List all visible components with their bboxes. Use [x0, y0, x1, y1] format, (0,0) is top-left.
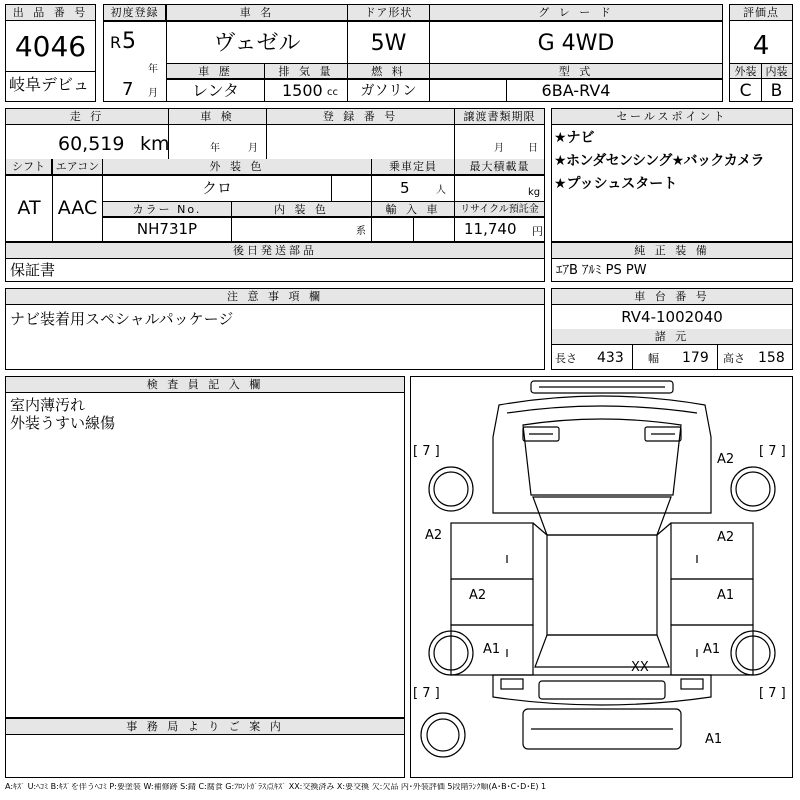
sales-points-box: [551, 108, 793, 242]
interior-grade: B: [770, 81, 783, 101]
history: レンタ: [192, 81, 239, 100]
exterior-header: 外装: [730, 63, 761, 79]
score: 4: [752, 31, 770, 61]
model: 6BA-RV4: [541, 81, 611, 100]
chassis-number: RV4-1002040: [621, 308, 723, 326]
grade: G 4WD: [537, 31, 615, 56]
inspector-header: 検 査 員 記 入 欄: [6, 377, 404, 393]
sales-point-1: ★ナビ: [554, 130, 595, 146]
score-header: 評価点: [730, 5, 792, 21]
lot-header: 出 品 番 号: [6, 5, 95, 21]
first-reg-header: 初度登録: [104, 5, 166, 21]
doors: 5W: [370, 31, 407, 56]
reg-month: 7: [122, 79, 134, 100]
height-label: 高さ: [723, 352, 745, 365]
transfer-header: 譲渡書類期限: [455, 109, 544, 125]
width-value: 179: [682, 350, 709, 366]
fuel: ガソリン: [360, 83, 417, 99]
ext-color: クロ: [201, 179, 232, 197]
score-box: [729, 4, 793, 102]
mark-a1-rear: A1: [705, 732, 723, 747]
venue: 岐阜デビュ: [9, 75, 90, 94]
lot-box: [5, 4, 96, 102]
reg-number-header: 登 録 番 号: [267, 109, 454, 125]
mark-a2-rf-fender: A2: [717, 530, 735, 545]
reg-year-unit: 年: [148, 64, 158, 75]
mark-a1-lr-door: A1: [483, 642, 501, 657]
mark-xx-roof: XX: [631, 660, 649, 675]
mark-a2-rf-wheel: A2: [717, 452, 735, 467]
transfer-month-unit: 月: [494, 143, 504, 154]
car-diagram-box: [410, 376, 793, 778]
color-no-header: カラー No.: [103, 201, 231, 217]
options-value: ｴｱB ｱﾙﾐ PS PW: [556, 263, 647, 278]
ext-color-header: 外 装 色: [103, 159, 371, 175]
ac-header: エアコン: [53, 159, 102, 175]
displacement-unit: cc: [327, 87, 338, 98]
recycle-amount: 11,740: [464, 220, 517, 238]
inspection-month-unit: 月: [248, 143, 258, 154]
options-box: [551, 242, 793, 282]
reg-year: 5: [122, 29, 136, 54]
capacity-unit: 人: [436, 185, 446, 196]
shift: AT: [17, 197, 41, 219]
model-header: 型 式: [430, 63, 722, 79]
reg-month-unit: 月: [148, 88, 158, 99]
mark-a1-rf-door: A1: [717, 588, 735, 603]
recycle-header: リサイクル預託金: [455, 201, 544, 217]
mark-a2-lf-door: A2: [469, 588, 487, 603]
chassis-box: [551, 288, 793, 370]
mark-tr: [ 7 ]: [759, 444, 786, 459]
lot-number: 4046: [14, 30, 87, 63]
era: R: [110, 33, 122, 52]
int-color-header: 内 装 色: [232, 201, 371, 217]
history-header: 車 歴: [167, 63, 264, 79]
inspector-note-2: 外装うすい線傷: [10, 414, 116, 432]
mileage-unit: km: [140, 133, 170, 155]
office-box: [5, 718, 405, 778]
notes-box: [5, 288, 545, 370]
displacement-header: 排 気 量: [265, 63, 347, 79]
int-color-unit: 系: [356, 226, 366, 237]
car-name: ヴェゼル: [213, 31, 301, 56]
shift-header: シフト: [6, 159, 52, 175]
chassis-header: 車 台 番 号: [552, 289, 792, 305]
notes-value: ナビ装着用スペシャルパッケージ: [10, 310, 234, 328]
inspector-box: [5, 376, 405, 718]
car-name-header: 車 名: [167, 5, 347, 21]
exterior-grade: C: [739, 81, 752, 101]
mark-tl: [ 7 ]: [413, 444, 440, 459]
max-load-unit: kg: [528, 187, 541, 198]
displacement: 1500: [282, 81, 323, 100]
later-parts-value: 保証書: [10, 261, 56, 279]
inspector-note-1: 室内薄汚れ: [10, 396, 86, 414]
later-parts-box: [5, 242, 545, 282]
height-value: 158: [758, 350, 785, 366]
recycle-unit: 円: [532, 225, 543, 238]
sales-points-header: セールスポイント: [552, 109, 792, 125]
mark-br: [ 7 ]: [759, 686, 786, 701]
later-parts-header: 後日発送部品: [6, 243, 544, 259]
grade-header: グ レ ー ド: [430, 5, 722, 21]
inspection-header: 車 検: [169, 109, 266, 125]
car-diagram: [411, 377, 792, 777]
doors-header: ドア形状: [348, 5, 429, 21]
max-load-header: 最大積載量: [455, 159, 544, 175]
spec-header: 諸 元: [552, 329, 792, 345]
notes-header: 注 意 事 項 欄: [6, 289, 544, 305]
interior-header: 内装: [761, 63, 792, 79]
import-header: 輸 入 車: [372, 201, 454, 217]
ac: AAC: [57, 197, 98, 219]
legend: A:ｷｽﾞ U:ﾍｺﾐ B:ｷｽﾞを伴うﾍｺﾐ P:要塗装 W:補修跡 S:錆 C:腐食 G:ﾌﾛﾝﾄｶﾞﾗｽ点ｷｽﾞ XX:交換済み X:要交換 欠:欠品 内･外装評価 5段階ﾗﾝｸ順(A･B･C･D･E) 1: [5, 783, 547, 791]
office-header: 事 務 局 よ り ご 案 内: [6, 719, 404, 735]
length-label: 長さ: [555, 352, 577, 365]
capacity: 5: [400, 179, 410, 197]
transfer-day-unit: 日: [528, 143, 538, 154]
options-header: 純 正 装 備: [552, 243, 792, 259]
capacity-header: 乗車定員: [372, 159, 454, 175]
length-value: 433: [597, 350, 624, 366]
width-label: 幅: [648, 352, 659, 365]
mark-a2-lf-fender: A2: [425, 528, 443, 543]
vehicle-info-box: [103, 4, 723, 102]
details-box: [5, 108, 545, 242]
fuel-header: 燃 料: [348, 63, 429, 79]
inspection-year-unit: 年: [210, 143, 220, 154]
mark-a1-rr-door: A1: [703, 642, 721, 657]
mileage: 60,519: [58, 133, 125, 155]
sales-point-2: ★ホンダセンシング★バックカメラ: [554, 153, 764, 169]
mark-bl: [ 7 ]: [413, 686, 440, 701]
mileage-header: 走 行: [6, 109, 168, 125]
sales-point-3: ★プッシュスタート: [554, 176, 678, 192]
color-no: NH731P: [136, 220, 198, 238]
